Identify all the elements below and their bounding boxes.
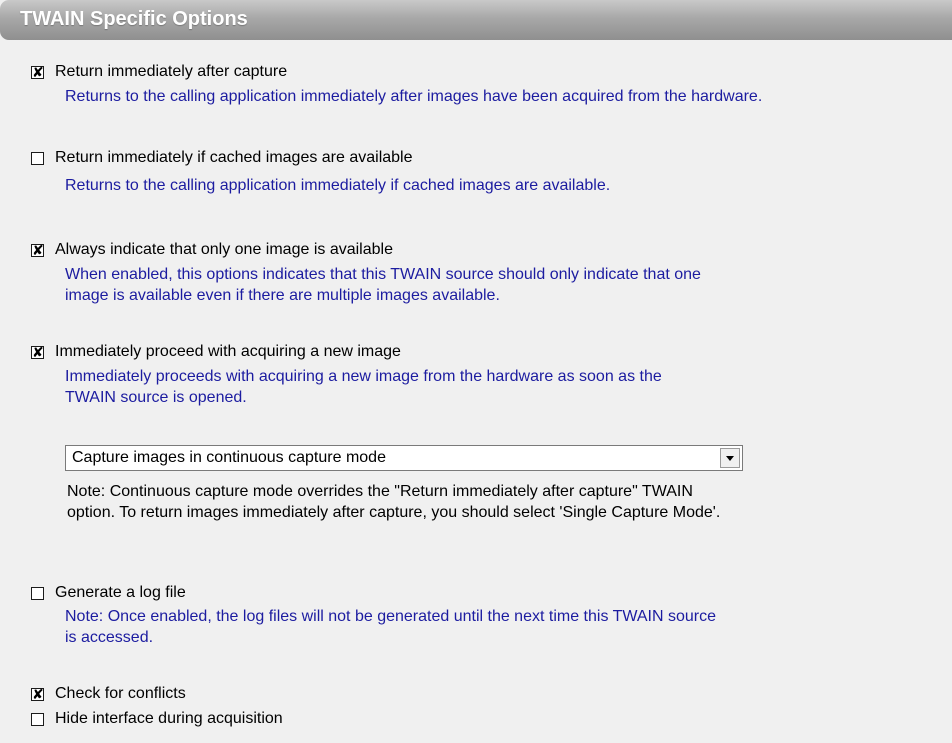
option-description: Note: Once enabled, the log files will not be generated until the next time this TWAIN source is accessed. bbox=[65, 608, 717, 646]
option-label: Hide interface during acquisition bbox=[55, 710, 283, 727]
option-description: Returns to the calling application immediately after images have been acquired from the hardware. bbox=[65, 88, 763, 105]
checkmark-icon: ✘ bbox=[32, 685, 44, 702]
option-description: Immediately proceeds with acquiring a new image from the hardware as soon as the TWAIN source is opened. bbox=[65, 368, 662, 406]
checkmark-icon: ✘ bbox=[32, 343, 44, 360]
option-only-one-image[interactable] bbox=[31, 241, 393, 259]
section-header bbox=[0, 0, 952, 40]
option-hide-interface[interactable] bbox=[31, 710, 283, 728]
option-return-immediately[interactable] bbox=[31, 63, 287, 81]
chevron-down-icon[interactable] bbox=[720, 448, 740, 468]
checkbox-only-one-image[interactable] bbox=[31, 241, 44, 258]
checkmark-icon: ✘ bbox=[32, 241, 44, 258]
option-label: Return immediately if cached images are available bbox=[55, 149, 413, 166]
checkmark-icon: ✘ bbox=[32, 63, 44, 80]
checkbox-return-immediately[interactable] bbox=[31, 63, 44, 80]
option-generate-log[interactable] bbox=[31, 584, 186, 602]
checkbox-check-conflicts[interactable] bbox=[31, 685, 44, 702]
option-label: Check for conflicts bbox=[55, 685, 186, 702]
option-label: Generate a log file bbox=[55, 584, 186, 601]
option-proceed-new-image[interactable] bbox=[31, 343, 401, 361]
capture-mode-note: Note: Continuous capture mode overrides the "Return immediately after capture" TWAIN option. To return images immediately after capture, you should select 'Single Capture Mode'. bbox=[67, 483, 721, 521]
option-return-if-cached[interactable] bbox=[31, 149, 413, 167]
option-description: Returns to the calling application immediately if cached images are available. bbox=[65, 177, 611, 194]
option-check-conflicts[interactable] bbox=[31, 685, 186, 703]
section-title: TWAIN Specific Options bbox=[20, 8, 248, 30]
checkbox-proceed-new-image[interactable] bbox=[31, 343, 44, 360]
option-label: Immediately proceed with acquiring a new image bbox=[55, 343, 401, 360]
capture-mode-value: Capture images in continuous capture mode bbox=[72, 449, 386, 466]
checkbox-generate-log[interactable] bbox=[31, 587, 44, 600]
checkbox-return-if-cached[interactable] bbox=[31, 152, 44, 165]
option-label: Always indicate that only one image is available bbox=[55, 241, 393, 258]
option-label: Return immediately after capture bbox=[55, 63, 288, 80]
option-description: When enabled, this options indicates that this TWAIN source should only indicate that one image is available even if there are multiple images available. bbox=[65, 266, 701, 304]
capture-mode-select[interactable] bbox=[65, 445, 743, 471]
checkbox-hide-interface[interactable] bbox=[31, 713, 44, 726]
